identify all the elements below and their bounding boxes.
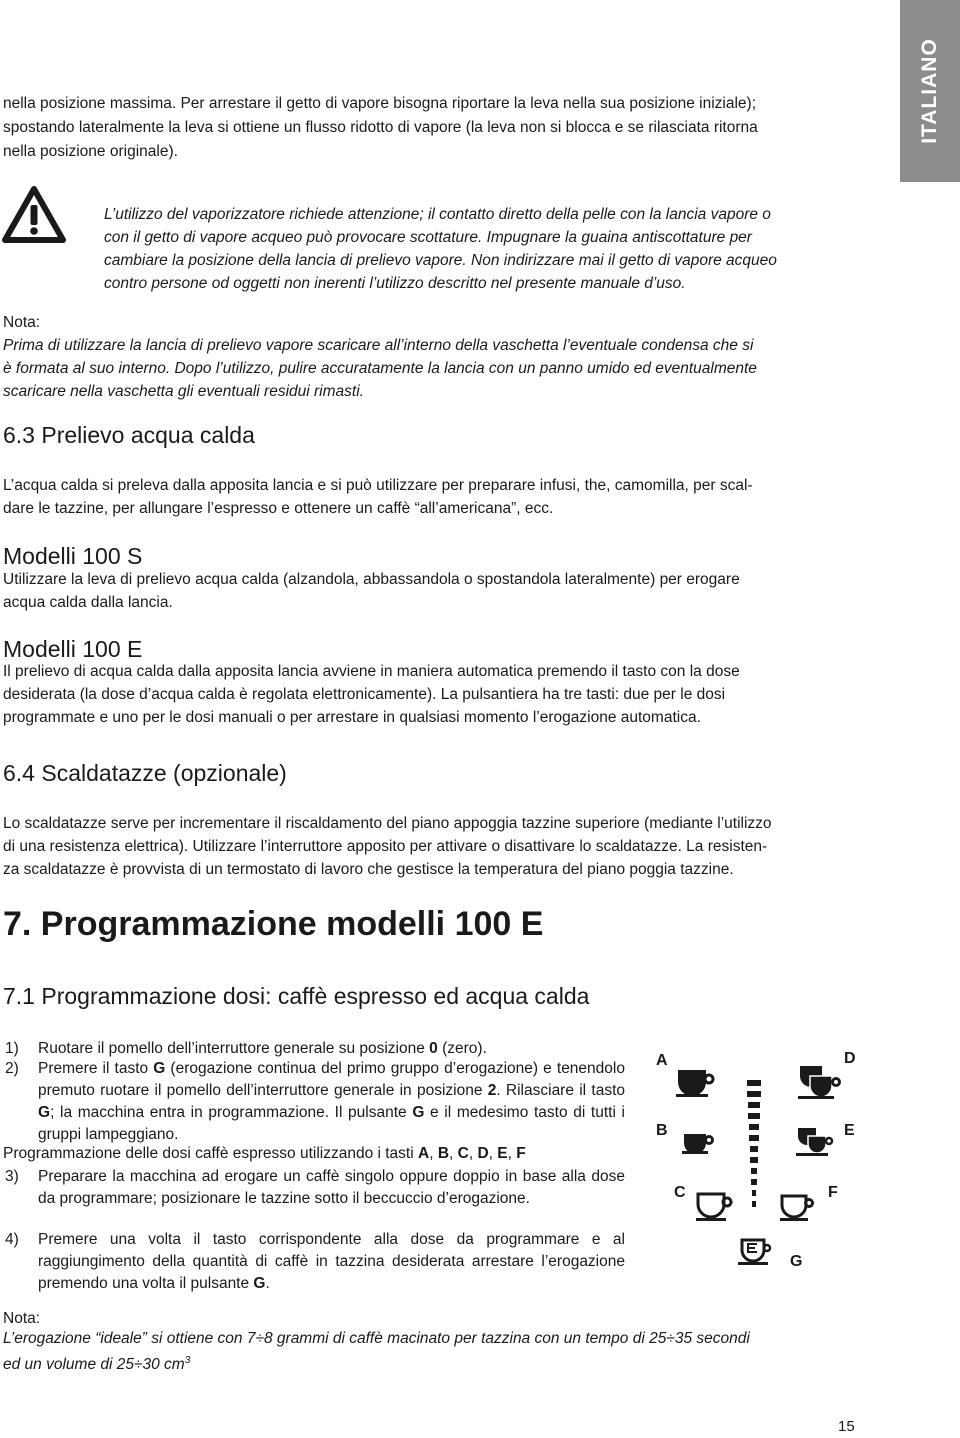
key-f-label: F	[828, 1184, 838, 1201]
intro-line-2: spostando lateralmente la leva si ottiene un flusso ridotto di vapore (la leva non si blocca e se rilasciata ritorna	[3, 119, 758, 136]
key-d-cups-icon	[798, 1066, 840, 1099]
indicator-bar	[747, 1080, 761, 1086]
indicator-bar	[747, 1091, 761, 1097]
models-100s-line-2: acqua calda dalla lancia.	[3, 594, 173, 611]
step-4	[5, 1229, 625, 1295]
intro-line-1: nella posizione massima. Per arrestare il getto di vapore bisogna riportare la leva nella sua posizione iniziale);	[3, 95, 757, 112]
key-g-label: G	[790, 1253, 803, 1270]
step-2	[5, 1058, 625, 1146]
key-a-cup-icon	[676, 1070, 713, 1097]
models-100e-line-3: programmate e uno per le dosi manuali o per arrestare in qualsiasi momento l’erogazione automatica.	[3, 709, 701, 726]
indicator-bar	[751, 1179, 757, 1185]
warning-line-2: con il getto di vapore acqueo può provocare scottature. Impugnare la guaina antiscottature per	[104, 229, 752, 246]
language-tab	[900, 0, 960, 182]
step-text: Premere una volta il tasto corrispondente alla dose da programmare e al raggiungimento della quantità di caffè in tazzina desiderata arrestare l’erogazione premendo una volta il pulsante G.	[38, 1231, 625, 1292]
indicator-bars	[747, 1080, 761, 1207]
section-7-1-title: 7.1 Programmazione dosi: caffè espresso ed acqua calda	[3, 983, 590, 1009]
indicator-bar	[749, 1135, 759, 1141]
step-text: Premere il tasto G (erogazione continua del primo gruppo d’erogazione) e tenendolo premuto ruotare il pomello dell’interruttore generale in posizione 2. Rilasciare il tasto G; la macchina entra in programmazione. Il pulsante G e il medesimo tasto di tutti i gruppi lampeggiano.	[38, 1060, 626, 1143]
key-e-label: E	[844, 1122, 855, 1139]
page-number: 15	[838, 1418, 855, 1435]
note-label: Nota:	[3, 314, 41, 331]
section-6-4-line-1: Lo scaldatazze serve per incrementare il riscaldamento del piano appoggia tazzine superiore (mediante l’utilizzo	[3, 815, 772, 832]
warning-icon	[2, 186, 66, 244]
step-number: 1)	[5, 1040, 19, 1057]
programming-keys-line: Programmazione delle dosi caffè espresso utilizzando i tasti A, B, C, D, E, F	[3, 1145, 526, 1162]
section-6-4-line-2: di una resistenza elettrica). Utilizzare l’interruttore apposito per attivare o disattivare lo scaldatazze. La resisten-	[3, 838, 768, 855]
intro-line-3: nella posizione originale).	[3, 143, 178, 160]
section-6-3-line-1: L’acqua calda si preleva dalla apposita lancia e si può utilizzare per preparare infusi, the, camomilla, per scal-	[3, 477, 753, 494]
superscript: 3	[184, 1355, 191, 1366]
key-a-label: A	[656, 1052, 668, 1069]
key-c-label: C	[674, 1184, 686, 1201]
models-100e-line-1: Il prelievo di acqua calda dalla apposita lancia avviene in maniera automatica premendo il tasto con la dose	[3, 663, 740, 680]
warning-line-1: L’utilizzo del vaporizzatore richiede attenzione; il contatto diretto della pelle con la lancia vapore o	[104, 206, 771, 223]
key-d-label: D	[844, 1050, 856, 1067]
note2-line-2: ed un volume di 25÷30 $cm^3$	[3, 1355, 191, 1374]
section-6-3-title: 6.3 Prelievo acqua calda	[3, 422, 255, 448]
indicator-bar	[752, 1190, 756, 1196]
note2-label: Nota:	[3, 1310, 41, 1327]
indicator-bar	[752, 1201, 756, 1207]
key-f-cup-icon	[780, 1196, 813, 1221]
models-100s-title: Modelli 100 S	[3, 543, 143, 569]
models-100e-title: Modelli 100 E	[3, 636, 143, 662]
key-g-button-icon	[738, 1240, 770, 1265]
models-100e-line-2: desiderata (la dose d’acqua calda è regolata elettronicamente). La pulsantiera ha tre tasti: due per le dosi	[3, 686, 726, 703]
key-b-label: B	[656, 1122, 668, 1139]
indicator-bar	[748, 1102, 760, 1108]
indicator-bar	[750, 1146, 758, 1152]
note-line-1: Prima di utilizzare la lancia di prelievo vapore scaricare all’interno della vaschetta l’eventuale condensa che si	[3, 337, 754, 354]
step-1	[5, 1038, 625, 1060]
section-6-3-line-2: dare le tazzine, per allungare l’espresso e ottenere un caffè “all’americana”, ecc.	[3, 500, 554, 517]
key-e-cups-icon	[796, 1128, 832, 1156]
step-number: 4)	[5, 1231, 19, 1248]
models-100s-line-1: Utilizzare la leva di prelievo acqua calda (alzandola, abbassandola o spostandola lateralmente) per erogare	[3, 571, 740, 588]
step-text: Ruotare il pomello dell’interruttore generale su posizione 0 (zero).	[38, 1040, 487, 1057]
indicator-bar	[748, 1113, 760, 1119]
keypad-graphic	[650, 1038, 870, 1278]
step-3	[5, 1166, 625, 1210]
indicator-bar	[749, 1124, 759, 1130]
language-tab-label: ITALIANO	[918, 38, 941, 144]
note-line-2: è formata al suo interno. Dopo l’utilizzo, pulire accuratamente la lancia con un panno umido ed eventualmente	[3, 360, 757, 377]
keypad-diagram	[650, 1038, 870, 1278]
indicator-bar	[751, 1168, 757, 1174]
step-number: 2)	[5, 1060, 19, 1077]
chapter-7-title: 7. Programmazione modelli 100 E	[3, 905, 544, 943]
section-6-4-line-3: za scaldatazze è provvista di un termostato di lavoro che gestisce la temperatura del piano poggia tazzine.	[3, 861, 734, 878]
key-b-cup-icon	[682, 1134, 713, 1154]
note2-line-1: L’erogazione “ideale” si ottiene con 7÷8 grammi di caffè macinato per tazzina con un tempo di 25÷35 secondi	[3, 1330, 750, 1347]
step-number: 3)	[5, 1168, 19, 1185]
section-6-4-title: 6.4 Scaldatazze (opzionale)	[3, 760, 287, 786]
key-c-cup-icon	[696, 1194, 731, 1221]
warning-line-3: cambiare la posizione della lancia di prelievo vapore. Non indirizzare mai il getto di vapore acqueo	[104, 252, 777, 269]
step-text: Preparare la macchina ad erogare un caffè singolo oppure doppio in base alla dose da programmare; posizionare le tazzine sotto il beccuccio d’erogazione.	[38, 1168, 625, 1207]
note-line-3: scaricare nella vaschetta gli eventuali residui rimasti.	[3, 383, 364, 400]
indicator-bar	[750, 1157, 758, 1163]
warning-line-4: contro persone od oggetti non inerenti l’utilizzo descritto nel presente manuale d’uso.	[104, 275, 686, 292]
